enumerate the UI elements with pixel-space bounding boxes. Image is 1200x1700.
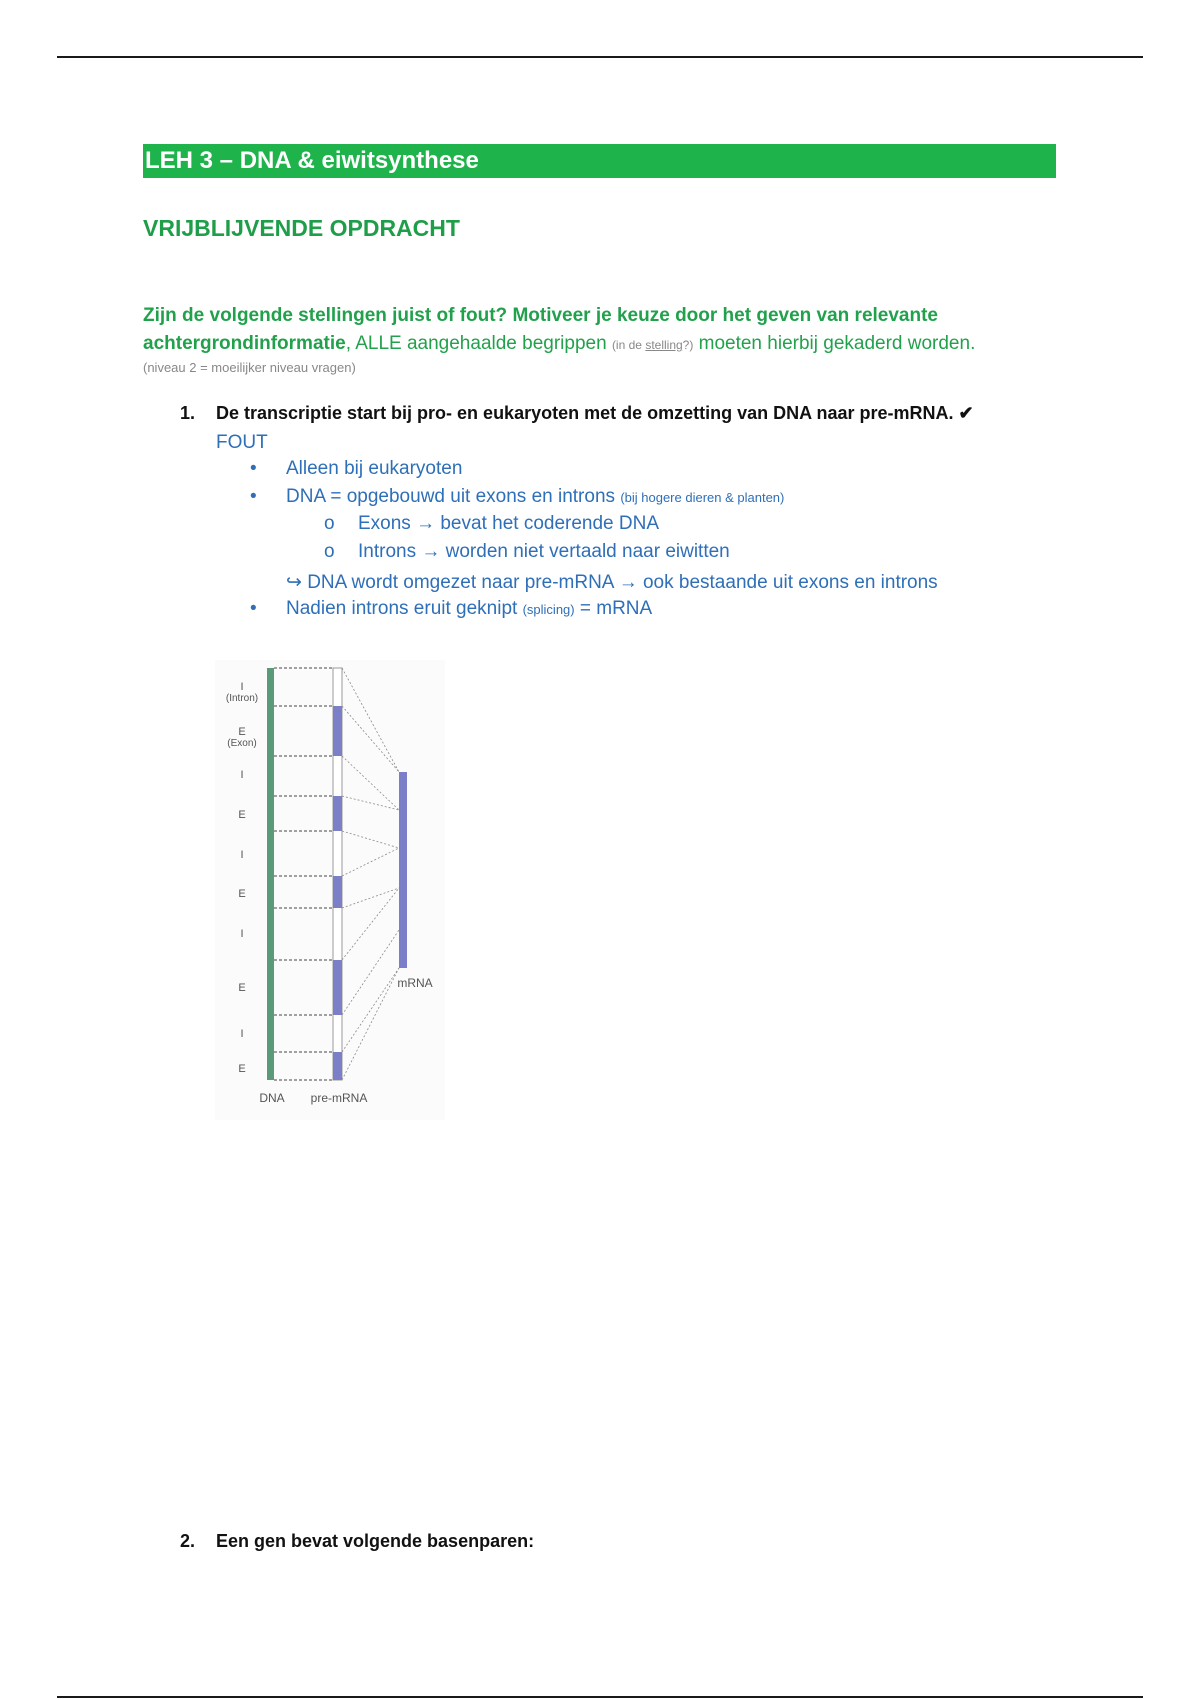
exon-segment bbox=[333, 960, 342, 1015]
statement-number: 1. bbox=[180, 403, 196, 423]
level-note: (niveau 2 = moeilijker niveau vragen) bbox=[143, 360, 356, 375]
statement-2 bbox=[180, 1531, 534, 1552]
sub-bullet-item: o Introns → worden niet vertaald naar eiwitten bbox=[324, 541, 730, 562]
question-part2: , ALLE aangehaalde begrippen bbox=[345, 333, 607, 354]
bullet-item: • Alleen bij eukaryoten bbox=[250, 458, 463, 479]
bullet-dot-icon: • bbox=[250, 486, 257, 507]
row-label: (Exon) bbox=[227, 738, 257, 749]
circle-bullet-icon: o bbox=[324, 541, 335, 562]
exon-segment bbox=[333, 876, 342, 908]
diagram-background bbox=[215, 660, 445, 1120]
exon-segment bbox=[333, 796, 342, 831]
row-label: I bbox=[240, 681, 244, 693]
arrow-note: ↪ DNA wordt omgezet naar pre-mRNA → ook bestaande uit exons en introns bbox=[286, 572, 938, 593]
circle-bullet-icon: o bbox=[324, 513, 335, 534]
mrna-strand bbox=[399, 772, 407, 968]
question-instructions bbox=[143, 302, 1063, 377]
question-bold: Zijn de volgende stellingen juist of fout? Motiveer je keuze door het geven van relevante achtergrondinformatie bbox=[143, 305, 938, 354]
row-label: E bbox=[238, 809, 246, 821]
statement-1 bbox=[180, 403, 974, 424]
footer-rule bbox=[57, 1696, 1143, 1698]
row-label: E bbox=[238, 982, 246, 994]
row-label: E bbox=[238, 1063, 246, 1075]
question-small-note: (in de stelling?) bbox=[611, 338, 694, 352]
splicing-diagram bbox=[215, 660, 445, 1120]
statement-text: De transcriptie start bij pro- en eukaryoten met de omzetting van DNA naar pre-mRNA. ✔ bbox=[216, 403, 974, 423]
bullet-item: • Nadien introns eruit geknipt (splicing) = mRNA bbox=[250, 598, 653, 619]
exon-segment bbox=[333, 1052, 342, 1080]
row-label: I bbox=[240, 928, 244, 940]
answer-label: FOUT bbox=[216, 432, 268, 453]
assignment-subtitle: VRIJBLIJVENDE OPDRACHT bbox=[143, 215, 460, 241]
statement-text: Een gen bevat volgende basenparen: bbox=[216, 1531, 535, 1551]
question-part3: moeten hierbij gekaderd worden. bbox=[698, 333, 976, 354]
row-label: (Intron) bbox=[225, 693, 259, 704]
premrna-label: pre-mRNA bbox=[310, 1091, 368, 1105]
row-label: E bbox=[238, 726, 246, 738]
row-label: I bbox=[240, 769, 244, 781]
sub-bullet-item: o Exons → bevat het coderende DNA bbox=[324, 513, 660, 534]
header-rule bbox=[57, 56, 1143, 58]
chapter-title: LEH 3 – DNA & eiwitsynthese bbox=[143, 144, 1056, 178]
statement-number: 2. bbox=[180, 1531, 196, 1551]
dna-strand bbox=[267, 668, 274, 1080]
dna-label: DNA bbox=[259, 1091, 285, 1105]
exon-segment bbox=[333, 706, 342, 756]
mrna-label: mRNA bbox=[397, 976, 433, 990]
row-label: I bbox=[240, 1028, 244, 1040]
bullet-dot-icon: • bbox=[250, 458, 257, 479]
bullet-item: • DNA = opgebouwd uit exons en introns (bij hogere dieren & planten) bbox=[250, 486, 785, 507]
bullet-dot-icon: • bbox=[250, 598, 257, 619]
row-label: I bbox=[240, 849, 244, 861]
row-label: E bbox=[238, 888, 246, 900]
